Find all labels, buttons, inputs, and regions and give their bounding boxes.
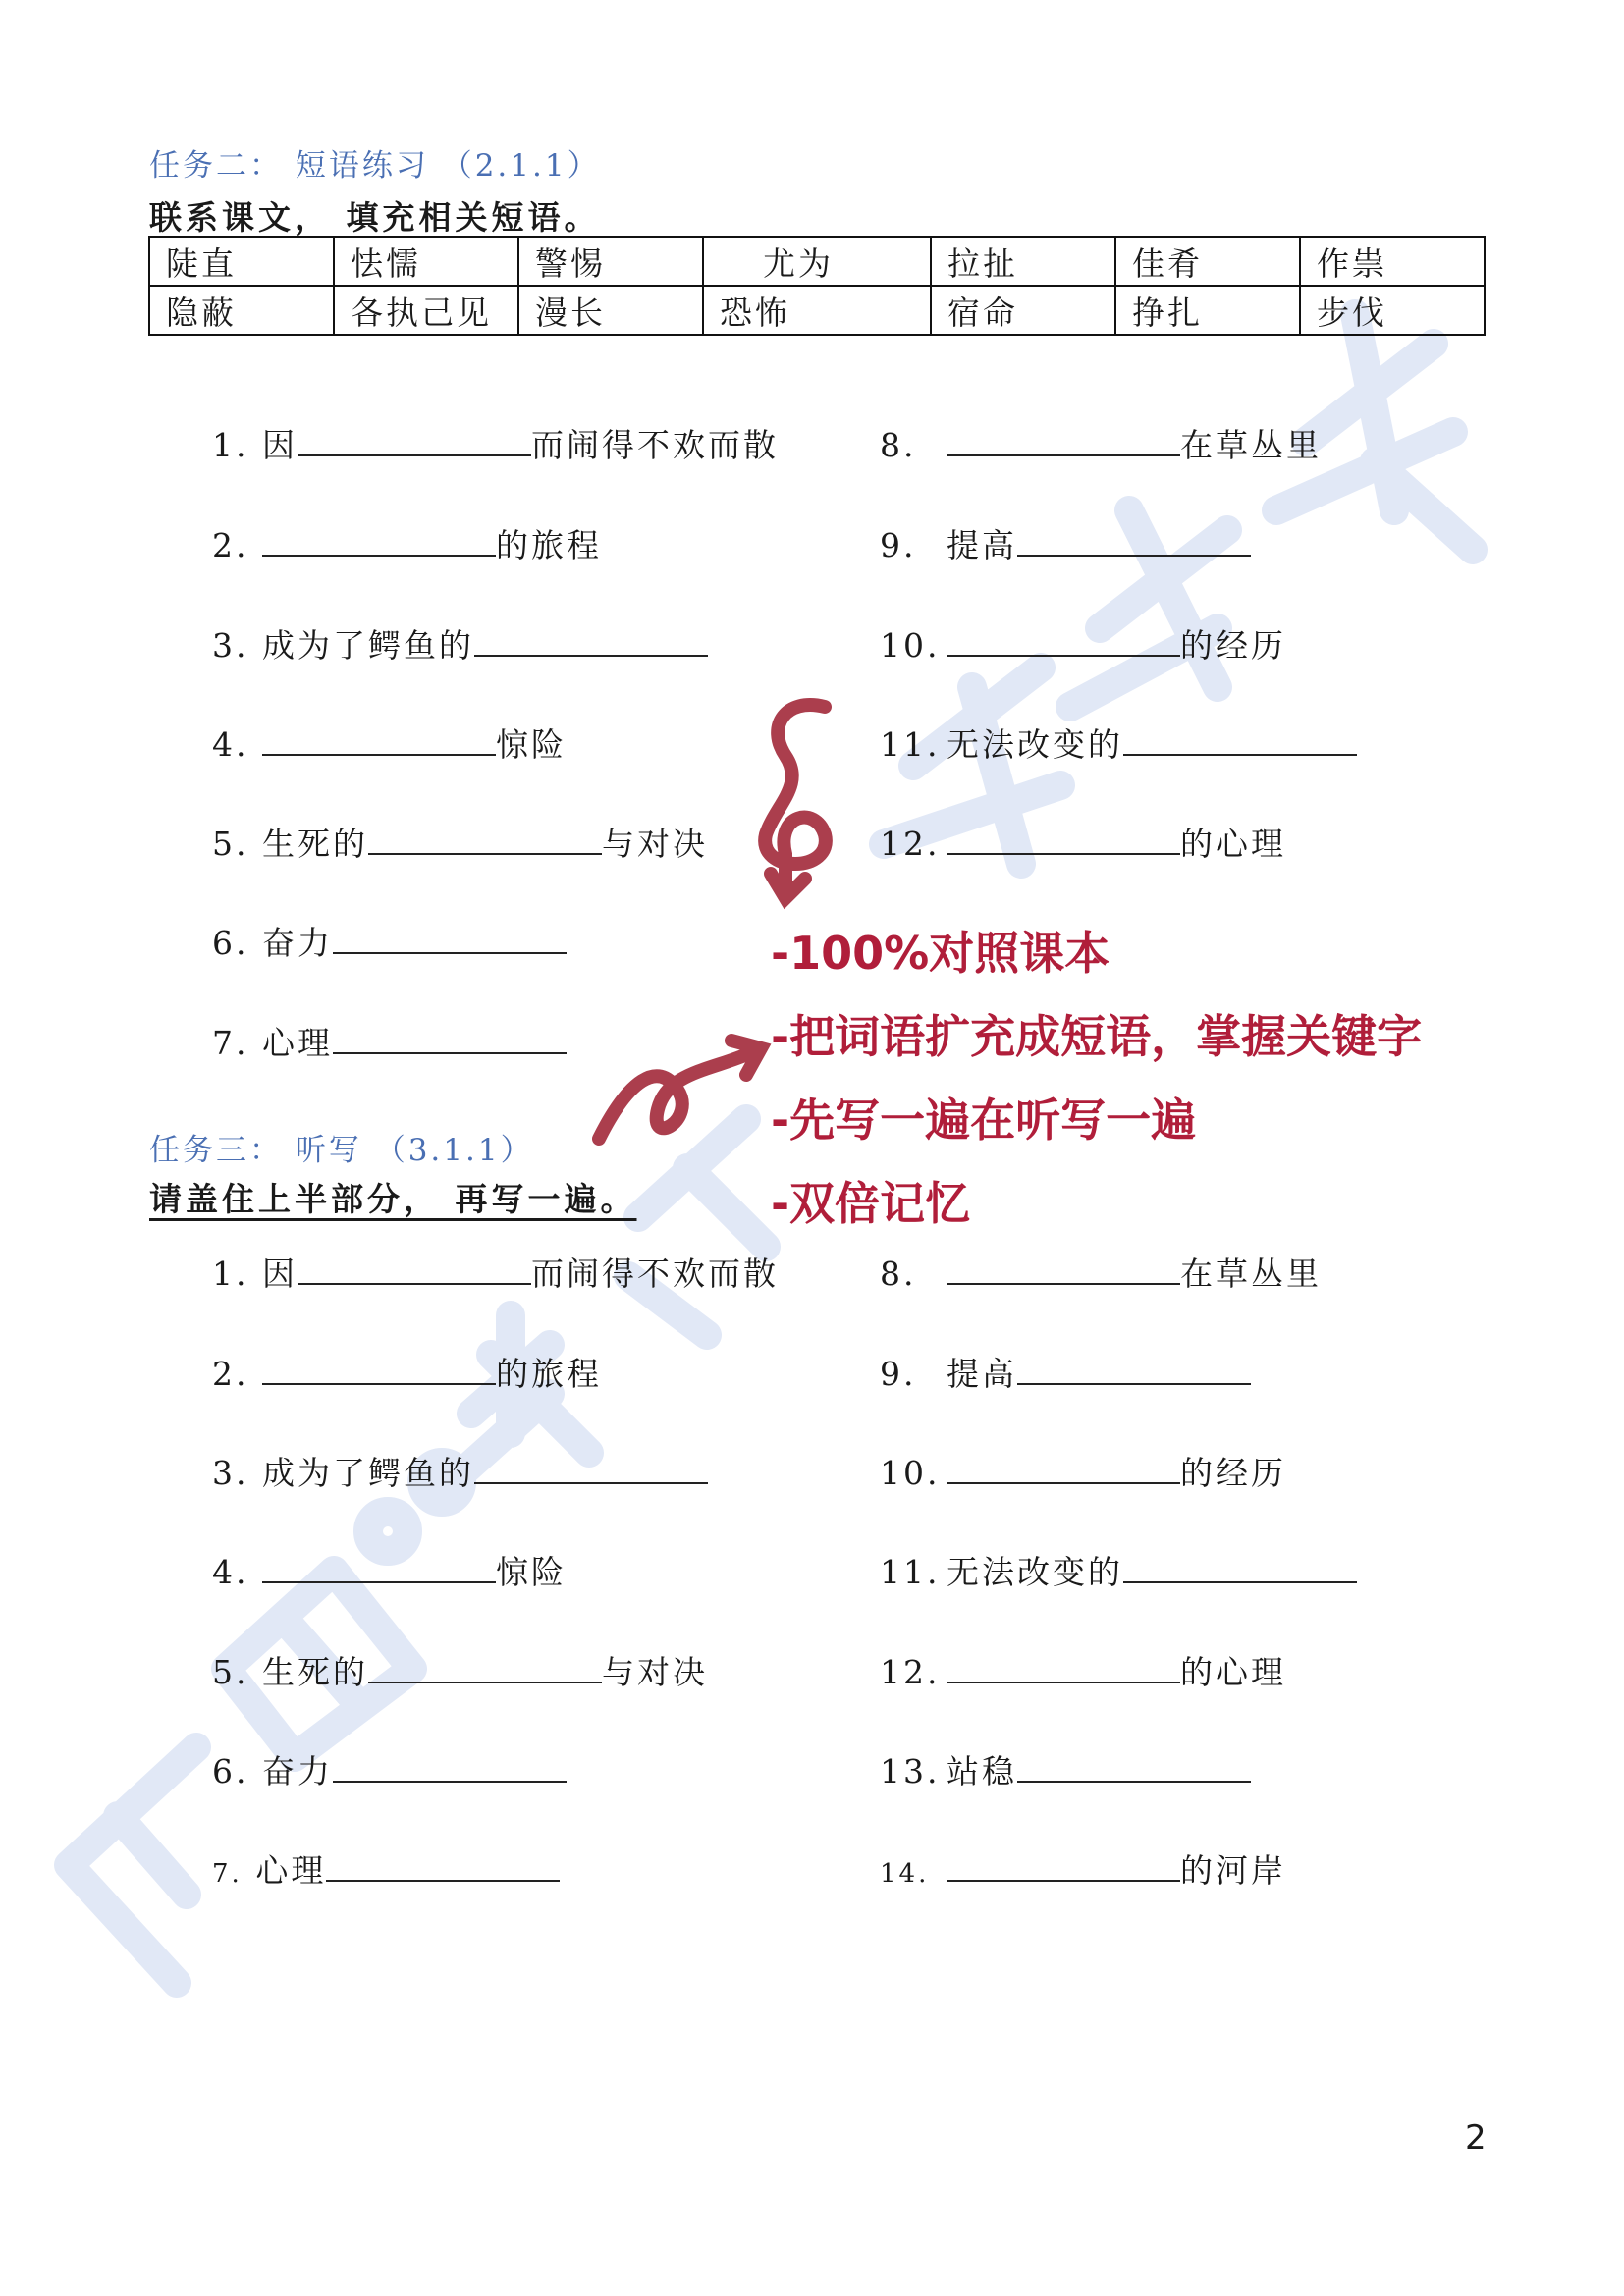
vocab-cell: 漫长 [518,286,703,335]
exercise-item: 12. 的心理 [880,825,1286,863]
exercise-item: 7. 心理 [212,1845,560,1892]
exercise-item: 10. 的经历 [880,626,1286,665]
vocab-cell: 拉扯 [931,237,1115,286]
answer-blank[interactable] [298,1255,531,1285]
answer-blank[interactable] [368,826,602,855]
note-line: -100%对照课本 [771,927,1110,980]
vocabulary-table [148,236,1486,336]
answer-blank[interactable] [298,427,531,456]
answer-blank[interactable] [262,726,496,756]
study-notes [771,918,1422,1252]
exercise-item: 1. 因 而闹得不欢而散 [212,426,779,464]
vocab-cell: 怯懦 [334,237,518,286]
section3-heading: 任务三： 听写 （3.1.1） [149,1133,534,1168]
exercise-item: 4. 惊险 [212,725,567,764]
curl-arrow-down-icon [746,687,864,913]
answer-blank[interactable] [262,527,496,557]
exercise-item: 5. 生死的 与对决 [212,1653,708,1691]
answer-blank[interactable] [474,627,708,657]
exercise-item: 9. 提高 [880,1349,1251,1395]
answer-blank[interactable] [368,1654,602,1683]
answer-blank[interactable] [262,1356,496,1385]
answer-blank[interactable] [1123,726,1357,756]
answer-blank[interactable] [947,627,1180,657]
curl-arrow-right-icon [589,1021,776,1158]
exercise-item: 11. 无法改变的 [880,1547,1357,1593]
vocab-cell: 警惕 [518,237,703,286]
answer-blank[interactable] [1017,1356,1251,1385]
answer-blank[interactable] [1123,1554,1357,1583]
exercise-item: 11. 无法改变的 [880,720,1357,766]
section2-heading: 任务二： 短语练习 （2.1.1） [149,148,601,184]
exercise-item: 6. 奋力 [212,1746,567,1792]
answer-blank[interactable] [947,1455,1180,1484]
vocab-cell: 尤为 [703,237,931,286]
exercise-item: 3. 成为了鳄鱼的 [212,620,708,667]
note-line: -先写一遍在听写一遍 [771,1094,1197,1147]
exercise-item: 5. 生死的 与对决 [212,825,708,863]
exercise-item: 9. 提高 [880,520,1251,566]
answer-blank[interactable] [947,1852,1180,1882]
vocab-cell: 佳肴 [1115,237,1300,286]
exercise-item: 4. 惊险 [212,1553,567,1591]
vocab-cell: 隐蔽 [149,286,334,335]
exercise-item: 1. 因 而闹得不欢而散 [212,1255,779,1293]
answer-blank[interactable] [1017,1753,1251,1783]
note-line: -把词语扩充成短语，掌握关键字 [771,1010,1423,1063]
vocab-row [149,237,1485,286]
answer-blank[interactable] [1017,527,1251,557]
note-line: -双倍记忆 [771,1177,971,1230]
answer-blank[interactable] [947,1654,1180,1683]
vocab-cell: 恐怖 [703,286,931,335]
answer-blank[interactable] [947,826,1180,855]
vocab-cell: 作祟 [1300,237,1485,286]
exercise-item: 8. 在草丛里 [880,1255,1322,1293]
exercise-item: 2. 的旅程 [212,526,602,564]
answer-blank[interactable] [262,1554,496,1583]
answer-blank[interactable] [947,1255,1180,1285]
answer-blank[interactable] [326,1852,560,1882]
exercise-item: 10. 的经历 [880,1454,1286,1492]
page-number: 2 [1465,2118,1487,2158]
exercise-item: 12. 的心理 [880,1653,1286,1691]
exercise-item: 8. 在草丛里 [880,426,1322,464]
vocab-row [149,286,1485,335]
exercise-item: 2. 的旅程 [212,1355,602,1393]
exercise-item: 7. 心理 [212,1018,567,1064]
vocab-cell: 步伐 [1300,286,1485,335]
answer-blank[interactable] [333,925,567,954]
vocab-cell: 挣扎 [1115,286,1300,335]
vocab-cell: 陡直 [149,237,334,286]
answer-blank[interactable] [333,1753,567,1783]
section3-instruction: 请盖住上半部分， 再写一遍。 [149,1180,637,1218]
vocab-cell: 各执己见 [334,286,518,335]
exercise-item: 13. 站稳 [880,1746,1251,1792]
exercise-item: 14. 的河岸 [880,1851,1286,1890]
section2-instruction: 联系课文， 填充相关短语。 [149,198,601,237]
answer-blank[interactable] [947,427,1180,456]
answer-blank[interactable] [474,1455,708,1484]
exercise-item: 6. 奋力 [212,918,567,964]
vocab-cell: 宿命 [931,286,1115,335]
exercise-item: 3. 成为了鳄鱼的 [212,1448,708,1494]
answer-blank[interactable] [333,1025,567,1054]
